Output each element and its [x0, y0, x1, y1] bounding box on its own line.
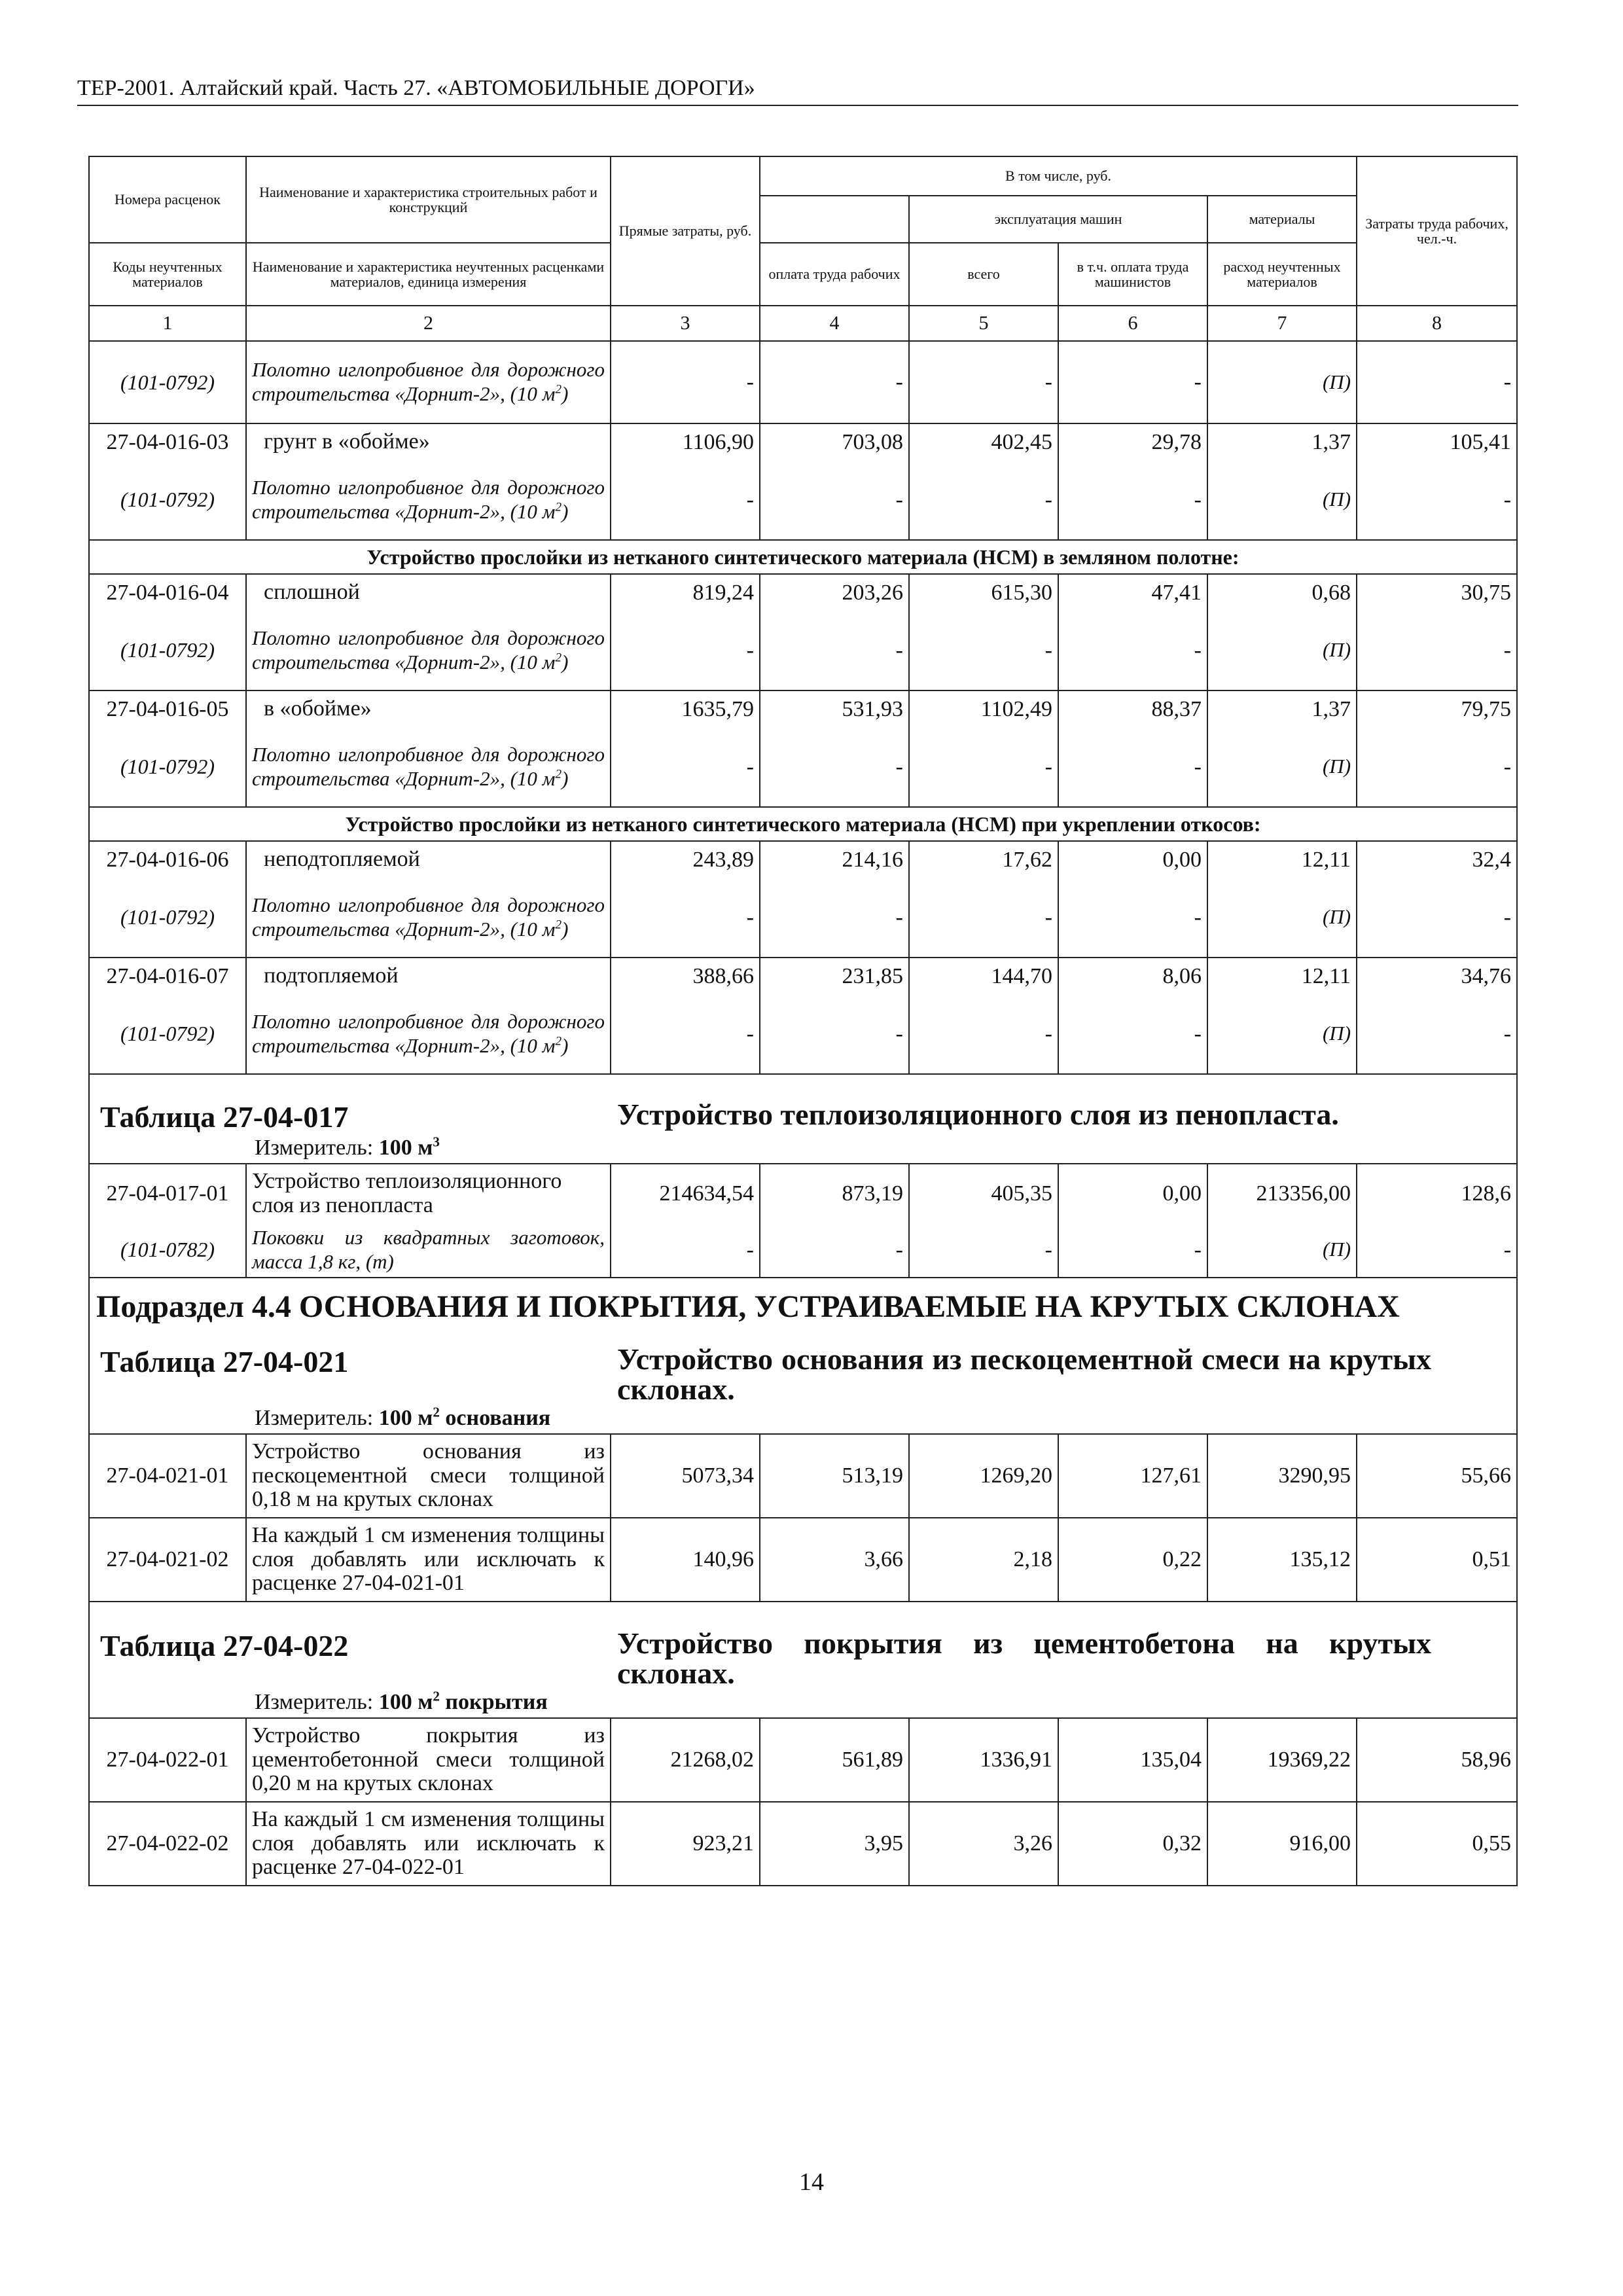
rate-code: 27-04-017-01	[89, 1164, 246, 1223]
cell-pi: (П)	[1207, 727, 1357, 807]
table-title: Устройство теплоизоляционного слоя из пенопласта.	[617, 1098, 1339, 1131]
cell-dash: -	[909, 1223, 1058, 1278]
cell-dash: -	[909, 878, 1058, 958]
cell-dash: -	[1058, 460, 1207, 540]
labor-pay: 3,95	[760, 1802, 909, 1886]
labor-costs: 58,96	[1357, 1718, 1517, 1802]
cell-pi: (П)	[1207, 1223, 1357, 1278]
rate-code: 27-04-021-02	[89, 1518, 246, 1602]
rate-code: 27-04-016-06	[89, 841, 246, 878]
col-idx: 5	[909, 306, 1058, 341]
cell-dash: -	[760, 460, 909, 540]
machinist-pay: 88,37	[1058, 691, 1207, 727]
table-heading-row	[89, 1278, 1517, 1434]
head-blank-4	[760, 196, 909, 243]
materials-value: 916,00	[1207, 1802, 1357, 1886]
table-heading-cell	[89, 1278, 1517, 1434]
cell-pi: (П)	[1207, 460, 1357, 540]
page-header	[77, 73, 1518, 106]
section-row	[89, 540, 1517, 574]
column-index-row	[89, 306, 1517, 341]
head-mat-consumption: расход неучтенных материалов	[1207, 243, 1357, 306]
machines-total: 17,62	[909, 841, 1058, 878]
machines-total: 405,35	[909, 1164, 1058, 1223]
material-row	[89, 460, 1517, 540]
head-in-total: В том числе, руб.	[760, 156, 1357, 196]
machinist-pay: 0,00	[1058, 1164, 1207, 1223]
head-col-name: Наименование и характеристика строительных работ и конструкций	[246, 156, 611, 243]
head-materials: материалы	[1207, 196, 1357, 243]
material-row	[89, 1223, 1517, 1278]
machines-total: 1336,91	[909, 1718, 1058, 1802]
cell-dash: -	[909, 341, 1058, 423]
table-row	[89, 423, 1517, 460]
table-label: Таблица 27-04-022	[100, 1629, 349, 1662]
labor-costs: 55,66	[1357, 1434, 1517, 1518]
cell-dash: -	[909, 727, 1058, 807]
rate-name: неподтопляемой	[246, 841, 611, 878]
rate-name: в «обойме»	[246, 691, 611, 727]
cell-dash: -	[909, 994, 1058, 1074]
cell-dash: -	[1058, 1223, 1207, 1278]
cell-dash: -	[611, 1223, 760, 1278]
table-row	[89, 574, 1517, 611]
material-code: (101-0792)	[89, 994, 246, 1074]
material-row	[89, 994, 1517, 1074]
cell-dash: -	[1357, 611, 1517, 691]
section-title: Устройство прослойки из нетканого синтетического материала (НСМ) в земляном полотне:	[89, 540, 1517, 574]
material-code: (101-0782)	[89, 1223, 246, 1278]
cell-dash: -	[760, 611, 909, 691]
head-row-3	[89, 243, 1517, 306]
cell-dash: -	[1058, 994, 1207, 1074]
material-name: Полотно иглопробивное для дорожного строительства «Дорнит-2», (10 $м^2$)	[246, 611, 611, 691]
material-name: Поковки из квадратных заготовок, масса 1,8 кг, (т)	[246, 1223, 611, 1278]
cell-dash: -	[611, 994, 760, 1074]
materials-value: 12,11	[1207, 958, 1357, 994]
labor-costs: 0,55	[1357, 1802, 1517, 1886]
direct-costs: 214634,54	[611, 1164, 760, 1223]
rate-name: Устройство основания из пескоцементной смеси толщиной 0,18 м на крутых склонах	[246, 1434, 611, 1518]
material-row	[89, 611, 1517, 691]
table-heading-cell	[89, 1602, 1517, 1718]
cell-dash: -	[1357, 994, 1517, 1074]
material-code: (101-0792)	[89, 341, 246, 423]
table-heading	[90, 1333, 1516, 1405]
cell-dash: -	[760, 994, 909, 1074]
material-row	[89, 727, 1517, 807]
cell-dash: -	[1357, 341, 1517, 423]
machinist-pay: 0,22	[1058, 1518, 1207, 1602]
table-row	[89, 841, 1517, 878]
labor-pay: 531,93	[760, 691, 909, 727]
direct-costs: 388,66	[611, 958, 760, 994]
direct-costs: 21268,02	[611, 1718, 760, 1802]
materials-value: 213356,00	[1207, 1164, 1357, 1223]
material-name: Полотно иглопробивное для дорожного строительства «Дорнит-2», (10 $м^2$)	[246, 727, 611, 807]
rate-code: 27-04-022-02	[89, 1802, 246, 1886]
rate-name: подтопляемой	[246, 958, 611, 994]
machinist-pay: 47,41	[1058, 574, 1207, 611]
machinist-pay: 135,04	[1058, 1718, 1207, 1802]
cell-dash: -	[1357, 878, 1517, 958]
col-idx: 6	[1058, 306, 1207, 341]
rate-code: 27-04-016-05	[89, 691, 246, 727]
labor-pay: 214,16	[760, 841, 909, 878]
cell-dash: -	[760, 727, 909, 807]
labor-costs: 79,75	[1357, 691, 1517, 727]
machinist-pay: 8,06	[1058, 958, 1207, 994]
page-number: 14	[799, 2168, 824, 2196]
direct-costs: 1106,90	[611, 423, 760, 460]
cell-dash: -	[909, 611, 1058, 691]
machines-total: 615,30	[909, 574, 1058, 611]
rate-name: Устройство теплоизоляционного слоя из пенопласта	[246, 1164, 611, 1223]
table-heading-row	[89, 1074, 1517, 1164]
cell-dash: -	[1058, 341, 1207, 423]
table-row	[89, 1518, 1517, 1602]
col-idx: 7	[1207, 306, 1357, 341]
head-direct-costs: Прямые затраты, руб.	[611, 156, 760, 306]
material-code: (101-0792)	[89, 727, 246, 807]
col-idx: 2	[246, 306, 611, 341]
col-idx: 3	[611, 306, 760, 341]
table-label: Таблица 27-04-021	[100, 1345, 349, 1378]
machines-total: 1102,49	[909, 691, 1058, 727]
cell-dash: -	[909, 460, 1058, 540]
head-labor-costs: Затраты труда рабочих, чел.-ч.	[1357, 156, 1517, 306]
measure-unit: Измеритель: 100 $м^2$ покрытия	[255, 1688, 548, 1714]
labor-pay: 203,26	[760, 574, 909, 611]
cell-dash: -	[1058, 878, 1207, 958]
cell-dash: -	[760, 341, 909, 423]
labor-costs: 32,4	[1357, 841, 1517, 878]
measure-unit: Измеритель: 100 $м^2$ основания	[255, 1404, 551, 1430]
table-heading-cell	[89, 1074, 1517, 1164]
cell-dash: -	[760, 878, 909, 958]
subsection-title: Подраздел 4.4 ОСНОВАНИЯ И ПОКРЫТИЯ, УСТРАИВАЕМЫЕ НА КРУТЫХ СКЛОНАХ	[96, 1289, 1400, 1324]
material-code: (101-0792)	[89, 460, 246, 540]
labor-pay: 231,85	[760, 958, 909, 994]
cell-pi: (П)	[1207, 611, 1357, 691]
rate-name: На каждый 1 см изменения толщины слоя добавлять или исключать к расценке 27-04-022-01	[246, 1802, 611, 1886]
labor-pay: 561,89	[760, 1718, 909, 1802]
machines-total: 3,26	[909, 1802, 1058, 1886]
cell-pi: (П)	[1207, 341, 1357, 423]
price-table	[88, 156, 1518, 1886]
direct-costs: 243,89	[611, 841, 760, 878]
machines-total: 2,18	[909, 1518, 1058, 1602]
rate-name: грунт в «обойме»	[246, 423, 611, 460]
labor-costs: 0,51	[1357, 1518, 1517, 1602]
materials-value: 1,37	[1207, 691, 1357, 727]
head-col-numbers: Номера расценок	[89, 156, 246, 243]
rate-code: 27-04-016-04	[89, 574, 246, 611]
table-row	[89, 958, 1517, 994]
measure-unit: Измеритель: 100 $м^3$	[255, 1134, 440, 1160]
head-total: всего	[909, 243, 1058, 306]
labor-costs: 105,41	[1357, 423, 1517, 460]
cell-dash: -	[760, 1223, 909, 1278]
material-name: Полотно иглопробивное для дорожного строительства «Дорнит-2», (10 $м^2$)	[246, 341, 611, 423]
labor-costs: 34,76	[1357, 958, 1517, 994]
direct-costs: 140,96	[611, 1518, 760, 1602]
header-title: ТЕР-2001. Алтайский край. Часть 27. «АВТОМОБИЛЬНЫЕ ДОРОГИ»	[77, 76, 755, 100]
cell-dash: -	[611, 878, 760, 958]
machines-total: 1269,20	[909, 1434, 1058, 1518]
head-labor-pay: оплата труда рабочих	[760, 243, 909, 306]
table-row	[89, 1164, 1517, 1223]
col-idx: 8	[1357, 306, 1517, 341]
col-idx: 4	[760, 306, 909, 341]
labor-costs: 128,6	[1357, 1164, 1517, 1223]
machines-total: 402,45	[909, 423, 1058, 460]
table-heading-row	[89, 1602, 1517, 1718]
materials-value: 135,12	[1207, 1518, 1357, 1602]
table-row	[89, 1434, 1517, 1518]
head-col-codes: Коды неучтенных материалов	[89, 243, 246, 306]
labor-pay: 513,19	[760, 1434, 909, 1518]
col-idx: 1	[89, 306, 246, 341]
table-label: Таблица 27-04-017	[100, 1100, 349, 1134]
table-title: Устройство покрытия из цементобетона на крутых склонах.	[617, 1626, 1432, 1690]
machinist-pay: 0,32	[1058, 1802, 1207, 1886]
head-row-1	[89, 156, 1517, 196]
materials-value: 0,68	[1207, 574, 1357, 611]
machinist-pay: 0,00	[1058, 841, 1207, 878]
cell-dash: -	[611, 460, 760, 540]
rate-name: На каждый 1 см изменения толщины слоя добавлять или исключать к расценке 27-04-021-01	[246, 1518, 611, 1602]
labor-pay: 703,08	[760, 423, 909, 460]
rate-name: сплошной	[246, 574, 611, 611]
labor-pay: 3,66	[760, 1518, 909, 1602]
materials-value: 1,37	[1207, 423, 1357, 460]
table-row	[89, 1802, 1517, 1886]
rate-code: 27-04-016-07	[89, 958, 246, 994]
material-name: Полотно иглопробивное для дорожного строительства «Дорнит-2», (10 $м^2$)	[246, 994, 611, 1074]
section-title: Устройство прослойки из нетканого синтетического материала (НСМ) при укреплении откосов:	[89, 807, 1517, 841]
head-machines: эксплуатация машин	[909, 196, 1207, 243]
rate-name: Устройство покрытия из цементобетонной смеси толщиной 0,20 м на крутых склонах	[246, 1718, 611, 1802]
direct-costs: 819,24	[611, 574, 760, 611]
table-heading	[90, 1602, 1516, 1689]
cell-dash: -	[1058, 611, 1207, 691]
section-row	[89, 807, 1517, 841]
machinist-pay: 127,61	[1058, 1434, 1207, 1518]
cell-pi: (П)	[1207, 878, 1357, 958]
cell-pi: (П)	[1207, 994, 1357, 1074]
direct-costs: 1635,79	[611, 691, 760, 727]
materials-value: 19369,22	[1207, 1718, 1357, 1802]
cell-dash: -	[611, 727, 760, 807]
head-col-name2: Наименование и характеристика неучтенных расценками материалов, единица измерения	[246, 243, 611, 306]
cell-dash: -	[1357, 1223, 1517, 1278]
material-row	[89, 878, 1517, 958]
rate-code: 27-04-016-03	[89, 423, 246, 460]
direct-costs: 5073,34	[611, 1434, 760, 1518]
machines-total: 144,70	[909, 958, 1058, 994]
material-code: (101-0792)	[89, 878, 246, 958]
cell-dash: -	[611, 341, 760, 423]
cell-dash: -	[1357, 727, 1517, 807]
cell-dash: -	[1058, 727, 1207, 807]
cell-dash: -	[1357, 460, 1517, 540]
machinist-pay: 29,78	[1058, 423, 1207, 460]
material-name: Полотно иглопробивное для дорожного строительства «Дорнит-2», (10 $м^2$)	[246, 878, 611, 958]
table-row	[89, 1718, 1517, 1802]
material-row	[89, 341, 1517, 423]
cell-dash: -	[611, 611, 760, 691]
table-title: Устройство основания из пескоцементной смеси на крутых склонах.	[617, 1342, 1432, 1406]
labor-costs: 30,75	[1357, 574, 1517, 611]
labor-pay: 873,19	[760, 1164, 909, 1223]
rate-code: 27-04-021-01	[89, 1434, 246, 1518]
table-heading	[90, 1075, 1516, 1134]
materials-value: 3290,95	[1207, 1434, 1357, 1518]
material-name: Полотно иглопробивное для дорожного строительства «Дорнит-2», (10 $м^2$)	[246, 460, 611, 540]
material-code: (101-0792)	[89, 611, 246, 691]
materials-value: 12,11	[1207, 841, 1357, 878]
table-row	[89, 691, 1517, 727]
head-incl-machinist: в т.ч. оплата труда машинистов	[1058, 243, 1207, 306]
rate-code: 27-04-022-01	[89, 1718, 246, 1802]
direct-costs: 923,21	[611, 1802, 760, 1886]
